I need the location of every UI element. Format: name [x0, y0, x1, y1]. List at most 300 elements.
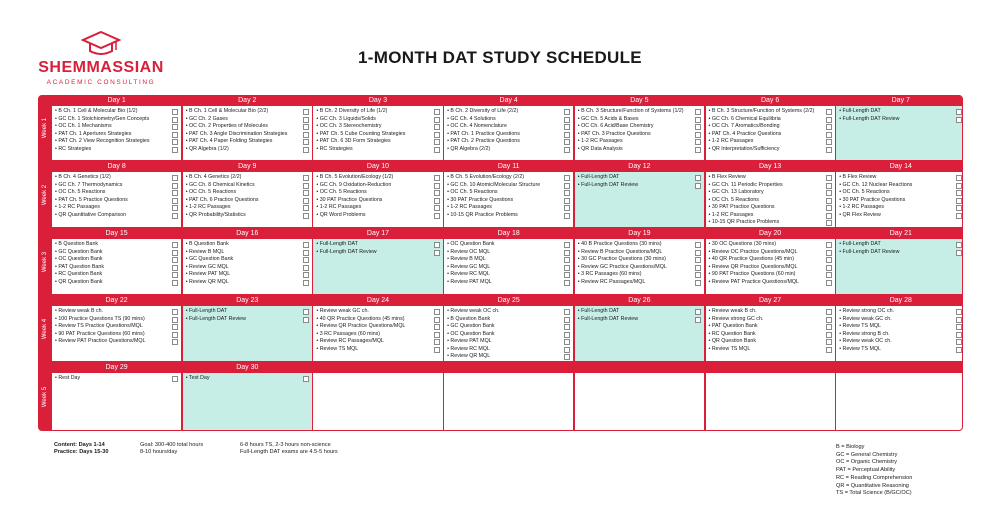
task-checkbox[interactable]	[695, 242, 701, 248]
task-checkbox[interactable]	[695, 109, 701, 115]
task-checkbox[interactable]	[826, 332, 832, 338]
task-checkbox[interactable]	[956, 309, 962, 315]
task-checkbox[interactable]	[826, 309, 832, 315]
task-checkbox[interactable]	[172, 109, 178, 115]
task-checkbox[interactable]	[564, 205, 570, 211]
task-item	[709, 174, 833, 182]
task-text: GC Question Bank	[58, 248, 103, 255]
task-text: B Flex Review	[711, 174, 746, 180]
task-text: Review RC MQL	[450, 271, 490, 278]
task-item	[839, 338, 963, 346]
day-cell	[52, 229, 181, 294]
task-list	[313, 172, 442, 219]
task-checkbox[interactable]	[434, 132, 440, 138]
day-header: Day 14	[836, 162, 963, 172]
task-checkbox[interactable]	[564, 175, 570, 181]
task-text: RC Strategies	[319, 145, 353, 152]
task-checkbox[interactable]	[303, 109, 309, 115]
task-text: Rest Day	[58, 375, 81, 381]
task-item	[578, 271, 702, 279]
task-list	[313, 106, 442, 153]
task-item	[447, 346, 571, 354]
task-item	[316, 138, 440, 146]
task-checkbox[interactable]	[564, 139, 570, 145]
task-item	[709, 271, 833, 279]
task-text: 30 PAT Practice Questions	[842, 196, 906, 203]
task-text: GC Ch. 2 Gases	[189, 115, 228, 122]
task-checkbox[interactable]	[695, 139, 701, 145]
practice-label: Practice:	[54, 449, 78, 456]
task-checkbox[interactable]	[303, 124, 309, 130]
task-item	[839, 174, 963, 182]
task-text: Review strong GC ch.	[711, 315, 764, 322]
task-checkbox[interactable]	[695, 317, 701, 323]
task-item	[578, 279, 702, 287]
task-item	[447, 204, 571, 212]
task-checkbox[interactable]	[172, 265, 178, 271]
task-item	[578, 316, 702, 324]
task-checkbox[interactable]	[956, 347, 962, 353]
task-checkbox[interactable]	[172, 132, 178, 138]
task-item	[578, 249, 702, 257]
task-item	[55, 375, 179, 383]
task-checkbox[interactable]	[956, 175, 962, 181]
task-text: Review RC MQL	[450, 345, 490, 352]
task-item	[578, 308, 702, 316]
task-checkbox[interactable]	[564, 124, 570, 130]
task-item	[447, 189, 571, 197]
task-checkbox[interactable]	[564, 183, 570, 189]
task-checkbox[interactable]	[826, 324, 832, 330]
task-text: OC Ch. 5 Reactions	[450, 189, 498, 196]
task-item	[839, 212, 963, 220]
task-list	[52, 306, 181, 346]
task-text: 40 QR Practice Questions (45 min)	[711, 256, 794, 263]
task-checkbox[interactable]	[564, 354, 570, 360]
task-checkbox[interactable]	[826, 147, 832, 153]
task-checkbox[interactable]	[695, 124, 701, 130]
task-checkbox[interactable]	[303, 205, 309, 211]
task-checkbox[interactable]	[172, 280, 178, 286]
task-checkbox[interactable]	[172, 117, 178, 123]
task-text: 1-2 RC Passages	[450, 204, 492, 211]
task-checkbox[interactable]	[826, 175, 832, 181]
task-checkbox[interactable]	[956, 205, 962, 211]
task-item	[839, 346, 963, 354]
task-item	[186, 308, 310, 316]
task-text: B Question Bank	[58, 241, 99, 247]
task-text: B Ch. 1 Cell & Molecular Bio (1/2)	[58, 108, 138, 114]
day-cell	[313, 96, 442, 160]
day-cell	[836, 162, 963, 227]
task-checkbox[interactable]	[434, 190, 440, 196]
task-text: B Ch. 4 Genetics (1/2)	[58, 174, 111, 180]
week-row	[39, 229, 962, 294]
task-checkbox[interactable]	[564, 309, 570, 315]
task-checkbox[interactable]	[303, 175, 309, 181]
task-checkbox[interactable]	[172, 339, 178, 345]
task-checkbox[interactable]	[434, 309, 440, 315]
task-checkbox[interactable]	[956, 117, 962, 123]
task-checkbox[interactable]	[303, 280, 309, 286]
task-text: 40 QR Practice Questions (45 mins)	[319, 315, 405, 322]
task-checkbox[interactable]	[564, 250, 570, 256]
task-text: B Ch. 4 Genetics (2/2)	[189, 174, 242, 180]
task-item	[839, 308, 963, 316]
task-item	[55, 174, 179, 182]
task-checkbox[interactable]	[564, 198, 570, 204]
task-item	[316, 146, 440, 154]
task-checkbox[interactable]	[172, 317, 178, 323]
task-checkbox[interactable]	[695, 280, 701, 286]
task-checkbox[interactable]	[695, 147, 701, 153]
task-checkbox[interactable]	[172, 139, 178, 145]
task-checkbox[interactable]	[434, 109, 440, 115]
task-item	[578, 264, 702, 272]
task-checkbox[interactable]	[434, 339, 440, 345]
task-checkbox[interactable]	[172, 175, 178, 181]
task-checkbox[interactable]	[172, 332, 178, 338]
task-item	[186, 279, 310, 287]
task-text: B Ch. 5 Evolution/Ecology (1/2)	[319, 174, 394, 180]
task-checkbox[interactable]	[826, 339, 832, 345]
day-cell	[52, 363, 181, 430]
task-text: PAT Ch. 1 Practice Questions	[450, 130, 520, 137]
task-checkbox[interactable]	[956, 242, 962, 248]
day-cell	[575, 296, 704, 361]
task-checkbox[interactable]	[172, 124, 178, 130]
task-checkbox[interactable]	[564, 257, 570, 263]
day-cell	[183, 96, 312, 160]
task-text: PAT Ch. 2 View Recognition Strategies	[58, 138, 150, 145]
task-checkbox[interactable]	[956, 324, 962, 330]
task-checkbox[interactable]	[564, 280, 570, 286]
task-item	[316, 338, 440, 346]
task-checkbox[interactable]	[303, 183, 309, 189]
task-checkbox[interactable]	[564, 213, 570, 219]
task-checkbox[interactable]	[434, 213, 440, 219]
task-checkbox[interactable]	[826, 124, 832, 130]
task-checkbox[interactable]	[172, 309, 178, 315]
day-header: Day 8	[52, 162, 181, 172]
task-checkbox[interactable]	[564, 117, 570, 123]
day-cell	[706, 162, 835, 227]
task-checkbox[interactable]	[695, 183, 701, 189]
task-item	[55, 204, 179, 212]
task-text: 3 RC Passages (60 mins)	[581, 271, 642, 278]
task-item	[709, 116, 833, 124]
task-checkbox[interactable]	[172, 183, 178, 189]
task-checkbox[interactable]	[826, 139, 832, 145]
task-text: RC Question Bank	[711, 330, 756, 337]
task-checkbox[interactable]	[956, 332, 962, 338]
task-text: Review TS MQL	[842, 345, 881, 352]
task-item	[709, 279, 833, 287]
footer-hours	[240, 442, 338, 456]
day-header: Day 19	[575, 229, 704, 239]
task-item	[578, 256, 702, 264]
task-checkbox[interactable]	[956, 339, 962, 345]
task-item	[447, 197, 571, 205]
task-list	[183, 373, 312, 383]
task-checkbox[interactable]	[303, 242, 309, 248]
task-item	[447, 174, 571, 182]
week-label-text: Week 4	[42, 318, 48, 339]
task-checkbox[interactable]	[172, 213, 178, 219]
task-checkbox[interactable]	[434, 242, 440, 248]
task-checkbox[interactable]	[303, 250, 309, 256]
task-checkbox[interactable]	[434, 198, 440, 204]
task-text: Review TS Practice Questions/MQL	[58, 323, 143, 330]
task-checkbox[interactable]	[695, 272, 701, 278]
task-text: OC Question Bank	[58, 256, 103, 263]
task-checkbox[interactable]	[695, 132, 701, 138]
task-item	[709, 338, 833, 346]
task-text: 90 PAT Practice Questions (60 min)	[711, 271, 796, 278]
task-checkbox[interactable]	[303, 257, 309, 263]
task-checkbox[interactable]	[172, 147, 178, 153]
task-text: Review QR MQL	[189, 278, 229, 285]
week-label	[39, 96, 51, 160]
task-item	[316, 131, 440, 139]
task-checkbox[interactable]	[826, 280, 832, 286]
task-checkbox[interactable]	[303, 190, 309, 196]
task-checkbox[interactable]	[434, 250, 440, 256]
task-text: GC Question Bank	[450, 323, 495, 330]
task-checkbox[interactable]	[564, 132, 570, 138]
task-checkbox[interactable]	[956, 250, 962, 256]
task-checkbox[interactable]	[826, 198, 832, 204]
task-checkbox[interactable]	[826, 257, 832, 263]
task-checkbox[interactable]	[564, 147, 570, 153]
empty-day-cell	[575, 363, 704, 430]
task-item	[186, 264, 310, 272]
task-checkbox[interactable]	[434, 205, 440, 211]
task-checkbox[interactable]	[172, 324, 178, 330]
task-checkbox[interactable]	[564, 332, 570, 338]
week-row	[39, 296, 962, 361]
task-checkbox[interactable]	[564, 339, 570, 345]
task-text: 30 OC Questions (30 mins)	[711, 241, 777, 247]
task-item	[839, 116, 963, 124]
day-cell	[52, 162, 181, 227]
day-cell	[836, 296, 963, 361]
task-item	[55, 123, 179, 131]
legend-item: GC = General Chemistry	[836, 451, 898, 458]
task-checkbox[interactable]	[695, 250, 701, 256]
task-item	[186, 212, 310, 220]
task-text: Review RC Passages/MQL	[581, 278, 646, 285]
task-checkbox[interactable]	[564, 109, 570, 115]
task-checkbox[interactable]	[826, 190, 832, 196]
task-item	[709, 182, 833, 190]
task-checkbox[interactable]	[303, 213, 309, 219]
task-checkbox[interactable]	[564, 347, 570, 353]
task-text: B Question Bank	[450, 315, 491, 322]
task-checkbox[interactable]	[826, 317, 832, 323]
task-item	[709, 123, 833, 131]
task-text: PAT Ch. 3 Practice Questions	[581, 130, 651, 137]
task-item	[709, 197, 833, 205]
day-cell	[444, 96, 573, 160]
day-header: Day 5	[575, 96, 704, 106]
task-checkbox[interactable]	[434, 324, 440, 330]
task-checkbox[interactable]	[956, 198, 962, 204]
task-text: Full-Length DAT	[581, 308, 620, 314]
task-text: Review QR Practice Questions/MQL	[711, 263, 798, 270]
task-checkbox[interactable]	[695, 309, 701, 315]
task-checkbox[interactable]	[695, 257, 701, 263]
task-text: GC Ch. 7 Thermodynamics	[58, 181, 123, 188]
task-text: 30 GC Practice Questions (30 mins)	[581, 256, 666, 263]
task-checkbox[interactable]	[303, 376, 309, 382]
task-item	[55, 197, 179, 205]
task-item	[447, 182, 571, 190]
task-text: 100 Practice Questions TS (90 mins)	[58, 315, 145, 322]
task-checkbox[interactable]	[956, 213, 962, 219]
task-checkbox[interactable]	[434, 347, 440, 353]
task-checkbox[interactable]	[172, 376, 178, 382]
task-checkbox[interactable]	[303, 139, 309, 145]
task-text: 40 B Practice Questions (30 mins)	[581, 241, 662, 247]
task-text: QR Question Bank	[58, 278, 103, 285]
task-checkbox[interactable]	[172, 257, 178, 263]
task-checkbox[interactable]	[434, 117, 440, 123]
task-checkbox[interactable]	[826, 250, 832, 256]
task-checkbox[interactable]	[826, 242, 832, 248]
task-checkbox[interactable]	[434, 175, 440, 181]
task-checkbox[interactable]	[564, 272, 570, 278]
task-checkbox[interactable]	[956, 183, 962, 189]
task-checkbox[interactable]	[826, 132, 832, 138]
week-label-text: Week 1	[42, 117, 48, 139]
task-checkbox[interactable]	[172, 242, 178, 248]
task-item	[316, 331, 440, 339]
day-header: Day 7	[836, 96, 963, 106]
task-checkbox[interactable]	[434, 124, 440, 130]
task-item	[447, 323, 571, 331]
task-item	[186, 256, 310, 264]
task-checkbox[interactable]	[303, 309, 309, 315]
task-checkbox[interactable]	[303, 198, 309, 204]
task-item	[447, 212, 571, 220]
task-checkbox[interactable]	[303, 117, 309, 123]
task-checkbox[interactable]	[172, 250, 178, 256]
day-header: Day 25	[444, 296, 573, 306]
task-item	[578, 182, 702, 190]
task-checkbox[interactable]	[956, 109, 962, 115]
task-item	[447, 146, 571, 154]
task-checkbox[interactable]	[826, 117, 832, 123]
task-checkbox[interactable]	[303, 272, 309, 278]
day-cell	[313, 296, 442, 361]
task-checkbox[interactable]	[826, 220, 832, 226]
task-list	[836, 172, 963, 219]
task-checkbox[interactable]	[826, 205, 832, 211]
task-checkbox[interactable]	[564, 324, 570, 330]
week-label-text: Week 3	[42, 251, 48, 272]
task-list	[444, 172, 573, 219]
task-text: GC Ch. 9 Oxidation-Reduction	[319, 181, 392, 188]
task-text: OC Ch. 1 Mechanisms	[58, 123, 112, 130]
day-cell	[183, 363, 312, 430]
task-checkbox[interactable]	[564, 317, 570, 323]
task-checkbox[interactable]	[695, 265, 701, 271]
task-text: QR Quantitative Comparison	[58, 211, 127, 218]
task-checkbox[interactable]	[303, 265, 309, 271]
task-checkbox[interactable]	[434, 139, 440, 145]
task-checkbox[interactable]	[303, 317, 309, 323]
task-checkbox[interactable]	[826, 109, 832, 115]
task-checkbox[interactable]	[172, 205, 178, 211]
task-list	[52, 106, 181, 153]
task-checkbox[interactable]	[826, 272, 832, 278]
task-checkbox[interactable]	[826, 213, 832, 219]
task-item	[709, 256, 833, 264]
task-checkbox[interactable]	[826, 347, 832, 353]
task-checkbox[interactable]	[172, 198, 178, 204]
task-item	[709, 346, 833, 354]
task-checkbox[interactable]	[826, 265, 832, 271]
task-checkbox[interactable]	[956, 190, 962, 196]
day-cell	[183, 296, 312, 361]
day-cell	[313, 162, 442, 227]
task-text: OC Question Bank	[450, 330, 495, 337]
task-checkbox[interactable]	[434, 147, 440, 153]
task-text: OC Ch. 5 Reactions	[189, 189, 237, 196]
task-item	[709, 146, 833, 154]
task-checkbox[interactable]	[434, 183, 440, 189]
week-label	[39, 229, 51, 294]
task-item	[316, 316, 440, 324]
task-item	[578, 241, 702, 249]
task-checkbox[interactable]	[564, 242, 570, 248]
task-item	[839, 204, 963, 212]
task-checkbox[interactable]	[826, 183, 832, 189]
task-checkbox[interactable]	[303, 132, 309, 138]
task-list	[444, 306, 573, 361]
task-item	[578, 131, 702, 139]
hours-line-1: 6-8 hours TS, 2-3 hours non-science	[240, 442, 331, 448]
task-text: Review GC MQL	[189, 263, 229, 270]
goal-line-2: 8-10 hours/day	[140, 449, 178, 456]
task-checkbox[interactable]	[434, 332, 440, 338]
task-text: PAT Question Bank	[58, 263, 104, 270]
task-text: GC Ch. 11 Periodic Properties	[711, 181, 783, 188]
task-checkbox[interactable]	[956, 317, 962, 323]
task-checkbox[interactable]	[695, 175, 701, 181]
task-checkbox[interactable]	[695, 117, 701, 123]
task-list	[575, 172, 704, 189]
task-checkbox[interactable]	[303, 147, 309, 153]
task-checkbox[interactable]	[172, 190, 178, 196]
task-text: PAT Ch. 3 Angle Discrimination Strategies	[189, 130, 288, 137]
day-header: Day 28	[836, 296, 963, 306]
task-text: QR Algebra (1/2)	[189, 145, 229, 152]
task-checkbox[interactable]	[434, 317, 440, 323]
task-text: Review GC MQL	[450, 263, 491, 270]
task-list	[183, 306, 312, 323]
task-checkbox[interactable]	[172, 272, 178, 278]
task-item	[709, 212, 833, 220]
task-checkbox[interactable]	[564, 265, 570, 271]
task-text: QR Data Analysis	[581, 145, 623, 152]
task-item	[709, 189, 833, 197]
task-text: QR Word Problems	[319, 211, 366, 218]
day-header: Day 20	[706, 229, 835, 239]
task-text: B Ch. 3 Structure/Function of Systems (1/2)	[581, 108, 684, 114]
task-checkbox[interactable]	[564, 190, 570, 196]
